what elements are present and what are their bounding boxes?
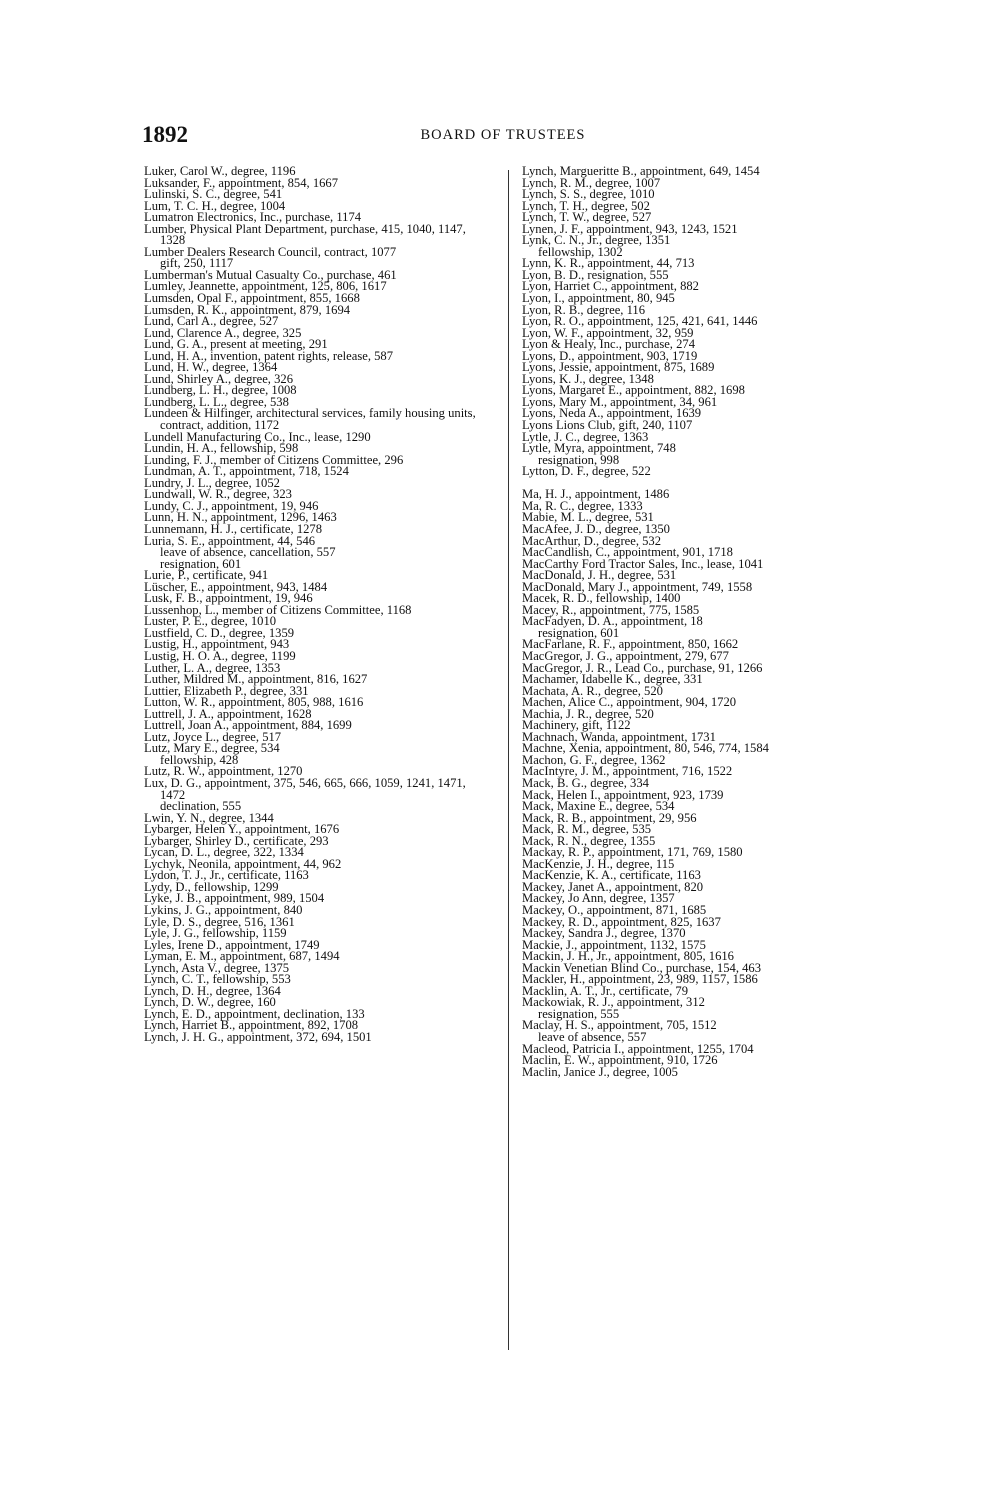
index-entry: Lustig, H., appointment, 943 <box>144 637 290 652</box>
index-entry: Lycan, D. L., degree, 322, 1334 <box>144 845 304 860</box>
index-entry: Lyons, Jessie, appointment, 875, 1689 <box>522 360 715 375</box>
index-entry: Lum, T. C. H., degree, 1004 <box>144 198 286 213</box>
index-entry: Lund, H. W., degree, 1364 <box>144 360 278 375</box>
index-entry: Lynch, Asta V., degree, 1375 <box>144 960 290 975</box>
index-entry: MacCarthy Ford Tractor Sales, Inc., lease, 1041 <box>522 556 764 571</box>
index-entry: Lustig, H. O. A., degree, 1199 <box>144 648 296 663</box>
index-entry: Macek, R. D., fellowship, 1400 <box>522 591 681 606</box>
index-entry: Lyon, R. B., degree, 116 <box>522 302 646 317</box>
index-entry: Lyons, Mary M., appointment, 34, 961 <box>522 394 718 409</box>
index-entry: Mack, R. M., degree, 535 <box>522 822 652 837</box>
index-entry: Lynch, S. S., degree, 1010 <box>522 187 655 202</box>
index-entry: Lumatron Electronics, Inc., purchase, 1174 <box>144 210 362 225</box>
index-entry: Lurie, P., certificate, 941 <box>144 568 269 583</box>
index-entry: Mackin, J. H., Jr., appointment, 805, 1616 <box>522 949 734 964</box>
index-entry: Lyon, B. D., resignation, 555 <box>522 267 669 282</box>
index-entry: Luttier, Elizabeth P., degree, 331 <box>144 683 309 698</box>
index-entry: Lundell Manufacturing Co., Inc., lease, 1290 <box>144 429 371 444</box>
index-entry: Lutton, W. R., appointment, 805, 988, 1616 <box>144 695 364 710</box>
index-entry: Mackey, Jo Ann, degree, 1357 <box>522 891 675 906</box>
index-subentry: gift, 250, 1117 <box>160 256 234 271</box>
index-entry: Macklin, A. T., Jr., certificate, 79 <box>522 983 689 998</box>
index-entry: Lyons, K. J., degree, 1348 <box>522 371 654 386</box>
index-entry: Macleod, Patricia I., appointment, 1255, 1704 <box>522 1041 754 1056</box>
index-entry: Lyon, W. F., appointment, 32, 959 <box>522 325 694 340</box>
index-entry: Mackler, H., appointment, 23, 989, 1157, 1586 <box>522 972 758 987</box>
index-entry: Lumber Dealers Research Council, contract, 1077 <box>144 244 397 259</box>
index-entry: Lynch, T. H., degree, 502 <box>522 198 650 213</box>
index-entry: Machnach, Wanda, appointment, 1731 <box>522 729 716 744</box>
index-entry: Lynch, D. H., degree, 1364 <box>144 983 281 998</box>
index-entry: Machne, Xenia, appointment, 80, 546, 774, 1584 <box>522 741 769 756</box>
index-entry: Machamer, Idabelle K., degree, 331 <box>522 672 703 687</box>
index-entry: Lychyk, Neonila, appointment, 44, 962 <box>144 856 342 871</box>
index-entry: Maclin, Janice J., degree, 1005 <box>522 1064 678 1079</box>
index-entry: Lyon, Harriet C., appointment, 882 <box>522 279 699 294</box>
page-number: 1892 <box>142 122 188 147</box>
index-entry: Lybarger, Shirley D., certificate, 293 <box>144 833 329 848</box>
index-entry: MacFadyen, D. A., appointment, 18 <box>522 614 703 629</box>
index-entry: Lykins, J. G., appointment, 840 <box>144 903 303 917</box>
index-entry: Lyle, J. G., fellowship, 1159 <box>144 926 287 941</box>
index-subentry: resignation, 601 <box>538 625 620 640</box>
index-entry: MacAfee, J. D., degree, 1350 <box>522 521 670 536</box>
index-entry: Lüscher, E., appointment, 943, 1484 <box>144 579 328 594</box>
index-subentry: fellowship, 428 <box>160 752 239 767</box>
index-entry: Lyons, Margaret E., appointment, 882, 1698 <box>522 383 745 398</box>
index-entry: Lunn, H. N., appointment, 1296, 1463 <box>144 510 337 525</box>
index-entry: Lynen, J. F., appointment, 943, 1243, 1521 <box>522 221 738 236</box>
index-entry: Mackowiak, R. J., appointment, 312 <box>522 995 705 1010</box>
index-entry: Lunnemann, H. J., certificate, 1278 <box>144 521 323 536</box>
index-entry: Lustfield, C. D., degree, 1359 <box>144 625 295 640</box>
index-entry: Lynch, Harriet B., appointment, 892, 1708 <box>144 1018 359 1033</box>
index-entry: Lundman, A. T., appointment, 718, 1524 <box>144 464 349 479</box>
index-entry: Lutz, R. W., appointment, 1270 <box>144 764 303 779</box>
index-entry: Mack, R. N., degree, 1355 <box>522 833 656 848</box>
index-subentry: declination, 555 <box>160 799 242 814</box>
index-entry: Luttrell, Joan A., appointment, 884, 1699 <box>144 718 352 733</box>
index-entry: Mack, B. G., degree, 334 <box>522 775 649 790</box>
index-entry: Lydon, T. J., Jr., certificate, 1163 <box>144 868 309 883</box>
index-entry: Mack, R. B., appointment, 29, 956 <box>522 810 697 825</box>
index-entry: Lyke, J. B., appointment, 989, 1504 <box>144 891 325 906</box>
index-entry: Mackey, Janet A., appointment, 820 <box>522 879 704 894</box>
index-entry: Lynk, C. N., Jr., degree, 1351 <box>522 233 671 248</box>
index-entry: Lwin, Y. N., degree, 1344 <box>144 810 274 825</box>
index-entry: Lumberman's Mutual Casualty Co., purchase, 461 <box>144 267 397 282</box>
index-entry: Lundberg, L. H., degree, 1008 <box>144 383 297 398</box>
index-entry: Lynch, J. H. G., appointment, 372, 694, 1501 <box>144 1030 372 1045</box>
index-entry: Lund, Carl A., degree, 527 <box>144 314 279 329</box>
index-entry: Luther, Mildred M., appointment, 816, 1627 <box>144 672 368 687</box>
index-entry: Mackay, R. P., appointment, 171, 769, 1580 <box>522 845 743 860</box>
index-entry: Luther, L. A., degree, 1353 <box>144 660 281 675</box>
index-entry: Lundy, C. J., appointment, 19, 946 <box>144 498 319 513</box>
index-entry: Lux, D. G., appointment, 375, 546, 665, 666, 1059, 1241, 1471, 1472 <box>144 775 466 802</box>
index-entry: Machia, J. R., degree, 520 <box>522 706 654 721</box>
index-entry: MacFarlane, R. F., appointment, 850, 1662 <box>522 637 739 652</box>
index-column-right <box>522 166 868 1078</box>
index-entry: MacDonald, Mary J., appointment, 749, 1558 <box>522 579 753 594</box>
index-entry: Maclin, E. W., appointment, 910, 1726 <box>522 1053 718 1068</box>
index-entry: MacCandlish, C., appointment, 901, 1718 <box>522 545 733 560</box>
index-entry: Lund, Clarence A., degree, 325 <box>144 325 302 340</box>
index-subentry: leave of absence, cancellation, 557 <box>160 545 336 560</box>
index-entry: Mackie, J., appointment, 1132, 1575 <box>522 937 706 952</box>
index-entry: Lumsden, Opal F., appointment, 855, 1668 <box>144 291 360 306</box>
index-entry: Macey, R., appointment, 775, 1585 <box>522 602 700 617</box>
index-entry: Lynn, K. R., appointment, 44, 713 <box>522 256 695 271</box>
index-entry: MacIntyre, J. M., appointment, 716, 1522 <box>522 764 733 779</box>
index-entry: Lyons, D., appointment, 903, 1719 <box>522 348 698 363</box>
index-entry: Mabie, M. L., degree, 531 <box>522 510 654 525</box>
index-subentry: leave of absence, 557 <box>538 1030 647 1045</box>
index-entry: Lundin, H. A., fellowship, 598 <box>144 441 299 456</box>
index-entry: Mackey, Sandra J., degree, 1370 <box>522 926 686 941</box>
index-entry: Mackey, R. D., appointment, 825, 1637 <box>522 914 721 929</box>
index-entry: Lyons, Neda A., appointment, 1639 <box>522 406 702 421</box>
index-entry: Mackin Venetian Blind Co., purchase, 154, 463 <box>522 960 762 975</box>
index-entry: Lutz, Joyce L., degree, 517 <box>144 729 282 744</box>
index-entry: Lyon, I., appointment, 80, 945 <box>522 291 675 306</box>
index-entry: Lynch, R. M., degree, 1007 <box>522 175 661 190</box>
index-entry: MacKenzie, K. A., certificate, 1163 <box>522 868 701 883</box>
index-entry: MacKenzie, J. H., degree, 115 <box>522 856 675 871</box>
index-entry: Machon, G. F., degree, 1362 <box>522 752 666 767</box>
index-subentry: resignation, 998 <box>538 452 620 467</box>
column-divider <box>508 170 509 1350</box>
index-entry: Lyle, D. S., degree, 516, 1361 <box>144 914 295 929</box>
index-column-left <box>144 166 490 1044</box>
index-entry: MacDonald, J. H., degree, 531 <box>522 568 677 583</box>
index-entry: Lytton, D. F., degree, 522 <box>522 464 651 479</box>
index-entry: Luker, Carol W., degree, 1196 <box>144 164 296 178</box>
index-entry: Lynch, E. D., appointment, declination, 133 <box>144 1006 365 1021</box>
index-entry: Ma, H. J., appointment, 1486 <box>522 487 670 502</box>
index-subentry: fellowship, 1302 <box>538 244 623 259</box>
index-entry: Lumley, Jeannette, appointment, 125, 806, 1617 <box>144 279 387 294</box>
index-entry: Lynch, C. T., fellowship, 553 <box>144 972 291 987</box>
index-entry: Ma, R. C., degree, 1333 <box>522 498 643 513</box>
index-entry: Luttrell, J. A., appointment, 1628 <box>144 706 312 721</box>
index-entry: Lumsden, R. K., appointment, 879, 1694 <box>144 302 351 317</box>
index-entry: Lundwall, W. R., degree, 323 <box>144 487 292 502</box>
index-entry: Lussenhop, L., member of Citizens Committee, 1168 <box>144 602 412 617</box>
index-entry: Lutz, Mary E., degree, 534 <box>144 741 280 756</box>
index-entry: Mackey, O., appointment, 871, 1685 <box>522 903 707 917</box>
index-entry: Lyons Lions Club, gift, 240, 1107 <box>522 418 693 433</box>
index-entry: Luster, P. E., degree, 1010 <box>144 614 277 629</box>
index-entry: Machen, Alice C., appointment, 904, 1720 <box>522 695 737 710</box>
index-entry: MacArthur, D., degree, 532 <box>522 533 662 548</box>
index-entry: Lynch, T. W., degree, 527 <box>522 210 652 225</box>
index-entry: Lumber, Physical Plant Department, purchase, 415, 1040, 1147, 1328 <box>144 221 466 248</box>
index-entry: Luksander, F., appointment, 854, 1667 <box>144 175 339 190</box>
index-entry: MacGregor, J. R., Lead Co., purchase, 91, 1266 <box>522 660 763 675</box>
index-entry: Lynch, D. W., degree, 160 <box>144 995 276 1010</box>
index-entry: Lydy, D., fellowship, 1299 <box>144 879 279 894</box>
index-entry: Machata, A. R., degree, 520 <box>522 683 663 698</box>
index-entry: Lundry, J. L., degree, 1052 <box>144 475 280 490</box>
index-entry: Lund, G. A., present at meeting, 291 <box>144 337 328 352</box>
index-entry: Lund, H. A., invention, patent rights, release, 587 <box>144 348 394 363</box>
index-subentry: resignation, 555 <box>538 1006 620 1021</box>
index-entry: Machinery, gift, 1122 <box>522 718 631 733</box>
index-entry: MacGregor, J. G., appointment, 279, 677 <box>522 648 729 663</box>
index-entry: Lyon & Healy, Inc., purchase, 274 <box>522 337 695 352</box>
index-entry: Lytle, J. C., degree, 1363 <box>522 429 649 444</box>
index-entry: Mack, Helen I., appointment, 923, 1739 <box>522 787 724 802</box>
index-entry: Lyles, Irene D., appointment, 1749 <box>144 937 320 952</box>
index-entry: Lyman, E. M., appointment, 687, 1494 <box>144 949 340 964</box>
index-entry: Lusk, F. B., appointment, 19, 946 <box>144 591 313 606</box>
index-entry: Lulinski, S. C., degree, 541 <box>144 187 283 202</box>
running-head: BOARD OF TRUSTEES <box>420 127 586 143</box>
index-entry: Lundberg, L. L., degree, 538 <box>144 394 289 409</box>
index-entry: Lyon, R. O., appointment, 125, 421, 641, 1446 <box>522 314 758 329</box>
index-entry: Lytle, Myra, appointment, 748 <box>522 441 676 456</box>
index-entry: Lybarger, Helen Y., appointment, 1676 <box>144 822 340 837</box>
index-entry: Maclay, H. S., appointment, 705, 1512 <box>522 1018 717 1033</box>
index-entry: Lynch, Margueritte B., appointment, 649, 1454 <box>522 164 760 178</box>
index-entry: Lunding, F. J., member of Citizens Committee, 296 <box>144 452 404 467</box>
index-entry: Lundeen & Hilfinger, architectural services, family housing units, contract, addition, 1172 <box>144 406 476 433</box>
index-subentry: resignation, 601 <box>160 556 242 571</box>
index-entry: Luria, S. E., appointment, 44, 546 <box>144 533 316 548</box>
index-entry: Mack, Maxine E., degree, 534 <box>522 799 675 814</box>
index-entry: Lund, Shirley A., degree, 326 <box>144 371 293 386</box>
